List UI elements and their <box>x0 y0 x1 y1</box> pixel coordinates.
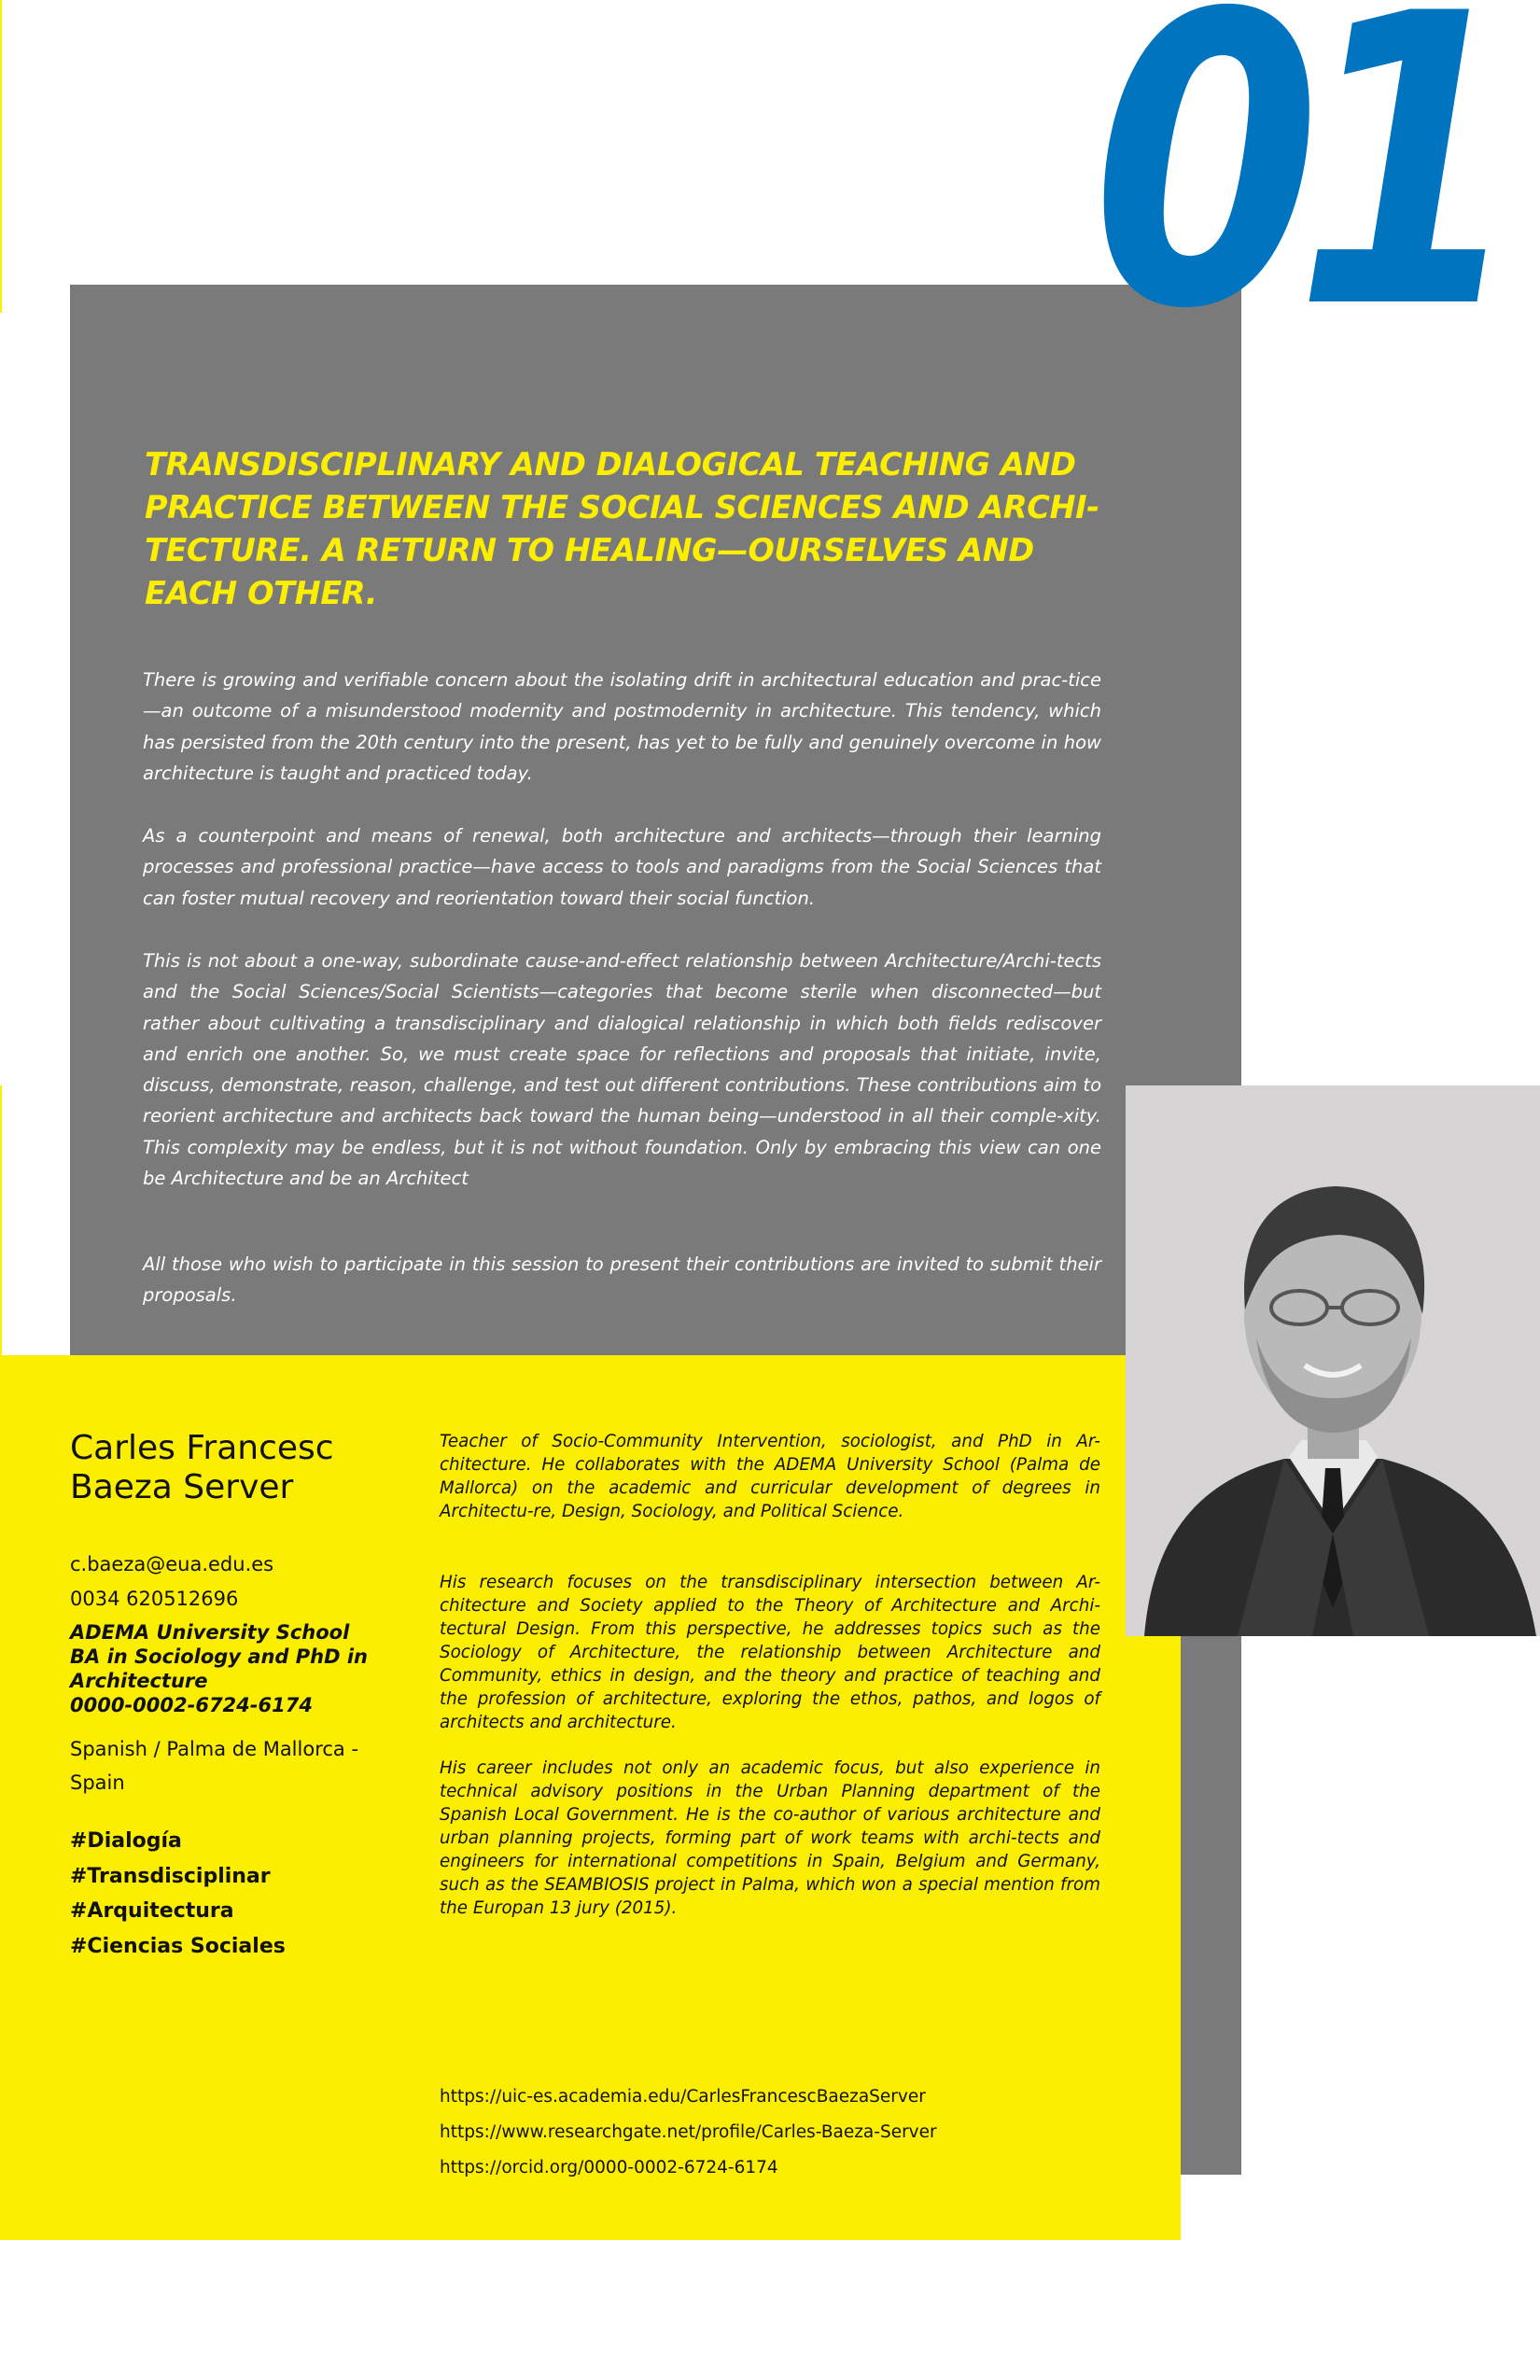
researchgate-link[interactable]: https://www.researchgate.net/profile/Carles-Baeza-Server <box>440 2122 937 2142</box>
orcid-link[interactable]: https://orcid.org/0000-0002-6724-6174 <box>440 2158 778 2177</box>
author-name-line-1: Carles Francesc <box>70 1429 334 1467</box>
author-affiliation <box>70 1620 406 1717</box>
author-bio-paragraph-3: His career includes not only an academic focus, but also experience in technical advisory positions in the Urban Planning department of the Spanish Local Government. He is the co-author of various architecture and urban planning projects, forming part of work teams with archi-tects and engineers for international competitions in Spain, Belgium and Germany, such as the SEAMBIOSIS project in Palma, which won a special mention from the Europan 13 jury (2015). <box>440 1758 1100 1918</box>
author-bio-paragraph-2: His research focuses on the transdisciplinary intersection between Ar-chitecture and Society applied to the Theory of Architecture and Archi-tectural Design. From this perspective, he addresses topics such as the Sociology of Architecture, the relationship between Architecture and Community, ethics in design, and the theory and practice of teaching and the profession of architecture, exploring the ethos, pathos, and logos of architects and architecture. <box>440 1573 1100 1732</box>
hashtag-dialogia: #Dialogía <box>70 1829 182 1853</box>
session-paragraph-2: As a counterpoint and means of renewal, both architecture and architects—through their learning processes and professional practice—have access to tools and paradigms from the Social Sciences that can foster mutual recovery and reorientation toward their social function. <box>143 825 1101 909</box>
page-number: 01 <box>1092 0 1498 397</box>
affiliation-school: ADEMA University School <box>70 1621 350 1644</box>
author-bio-paragraph-1: Teacher of Socio-Community Intervention, sociologist, and PhD in Ar-chitecture. He collaborates with the ADEMA University School (Palma de Mallorca) on the academic and curricular development of degrees in Architectu-re, Design, Sociology, and Political Science. <box>440 1432 1100 1521</box>
session-title: TRANSDISCIPLINARY AND DIALOGICAL TEACHING AND PRACTICE BETWEEN THE SOCIAL SCIENCES AND ARCHI-TECTURE. A RETURN TO HEALING—OURSELVES AND EACH OTHER. <box>145 446 1099 611</box>
academia-link[interactable]: https://uic-es.academia.edu/CarlesFrancescBaezaServer <box>440 2087 926 2107</box>
portrait-illustration <box>1126 1085 1540 1636</box>
session-paragraph-1: There is growing and verifiable concern about the isolating drift in architectural education and prac-tice—an outcome of a misunderstood modernity and postmodernity in architecture. This tendency, which has persisted from the 20th century into the present, has yet to be fully and genuinely overcome in how architecture is taught and practiced today. <box>143 669 1101 784</box>
session-paragraph-4: All those who wish to participate in this session to present their contributions are invited to submit their proposals. <box>143 1253 1101 1307</box>
author-location-line-1: Spanish / Palma de Mallorca - <box>70 1738 359 1760</box>
author-phone: 0034 620512696 <box>70 1588 239 1610</box>
affiliation-degree: BA in Sociology and PhD in Architecture <box>70 1645 369 1692</box>
author-portrait-photo <box>1126 1085 1540 1636</box>
affiliation-orcid: 0000-0002-6724-6174 <box>70 1694 313 1716</box>
author-email-link[interactable]: c.baeza@eua.edu.es <box>70 1553 274 1575</box>
hashtag-arquitectura: #Arquitectura <box>70 1899 234 1923</box>
author-name <box>70 1429 406 1507</box>
edge-mark-top <box>0 0 2 313</box>
session-paragraph-3: This is not about a one-way, subordinate cause-and-effect relationship between Architecture/Archi-tects and the Social Sciences/Social Scientists—categories that become sterile when disconnected—but rather about cultivating a transdisciplinary and dialogical relationship in which both fields rediscover and enrich one another. So, we must create space for reflections and proposals that initiate, invite, discuss, demonstrate, reason, challenge, and test out different contributions. These contributions aim to reorient architecture and architects back toward the human being—understood in all their comple-xity. This complexity may be endless, but it is not without foundation. Only by embracing this view can one be Architecture and be an Architect <box>143 950 1101 1190</box>
author-location-line-2: Spain <box>70 1771 125 1794</box>
hashtag-ciencias-sociales: #Ciencias Sociales <box>70 1935 286 1958</box>
hashtag-transdisciplinar: #Transdisciplinar <box>70 1865 271 1888</box>
author-name-line-2: Baeza Server <box>70 1468 294 1506</box>
